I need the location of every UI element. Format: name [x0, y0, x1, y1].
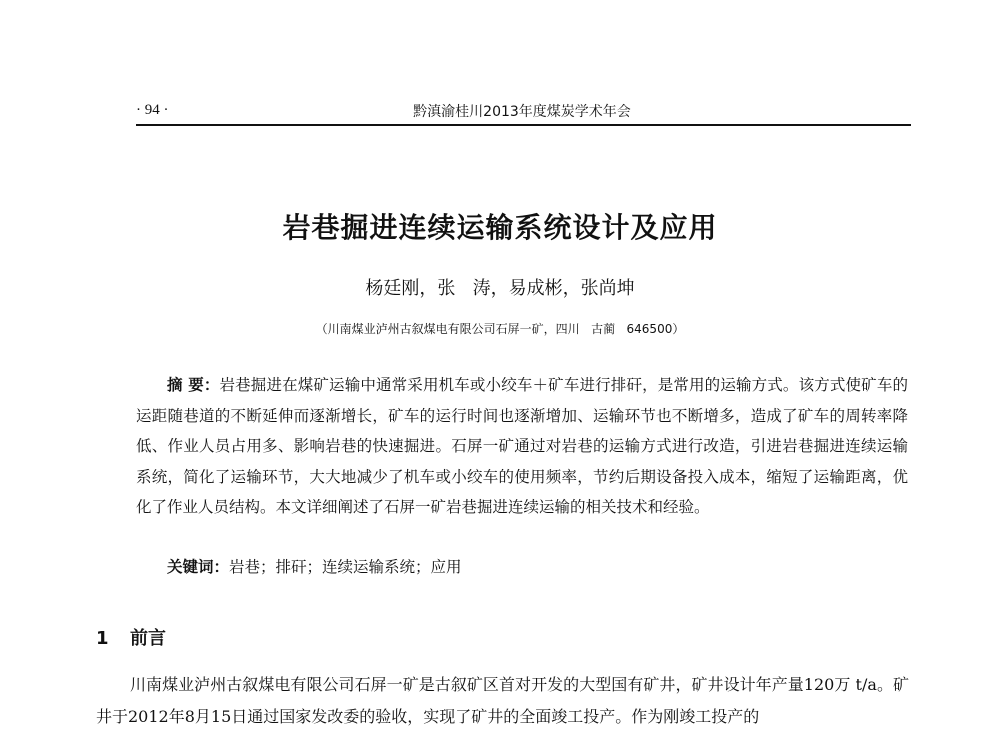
page-number: · 94 ·: [136, 102, 169, 118]
section-title: 前言: [130, 628, 166, 649]
article-authors: 杨廷刚，张 涛，易成彬，张尚坤: [365, 278, 635, 299]
keywords: [167, 552, 462, 582]
keywords-text: 岩巷；排矸；连续运输系统；应用: [229, 558, 462, 576]
section-number: 1: [96, 628, 109, 649]
article-title: 岩巷掘进连续运输系统设计及应用: [282, 211, 718, 244]
abstract-text: 岩巷掘进在煤矿运输中通常采用机车或小绞车＋矿车进行排矸，是常用的运输方式。该方式使矿车的运距随巷道的不断延伸而逐渐增长，矿车的运行时间也逐渐增加、运输环节也不断增多，造成了矿车的周转率降低、作业人员占用多、影响岩巷的快速掘进。石屏一矿通过对岩巷的运输方式进行改造，引进岩巷掘进连续运输系统，简化了运输环节，大大地减少了机车或小绞车的使用频率，节约后期设备投入成本，缩短了运输距离，优化了作业人员结构。本文详细阐述了石屏一矿岩巷掘进连续运输的相关技术和经验。: [136, 376, 908, 516]
abstract-label: 摘 要：: [167, 376, 220, 394]
header-rule: [136, 124, 911, 126]
keywords-label: 关键词：: [167, 558, 230, 576]
section-body-text: 川南煤业泸州古叙煤电有限公司石屏一矿是古叙矿区首对开发的大型国有矿井，矿井设计年产量120万 t/a。矿井于2012年8月15日通过国家发改委的验收，实现了矿井的全面竣工投产。作为刚竣工投产的: [96, 675, 909, 726]
article-affiliation: （川南煤业泸州古叙煤电有限公司石屏一矿，四川 古蔺 646500）: [315, 322, 685, 336]
section-heading: [96, 624, 166, 650]
running-header: [136, 99, 911, 125]
abstract: [136, 370, 908, 523]
journal-name: 黔滇渝桂川2013年度煤炭学术年会: [413, 104, 631, 120]
